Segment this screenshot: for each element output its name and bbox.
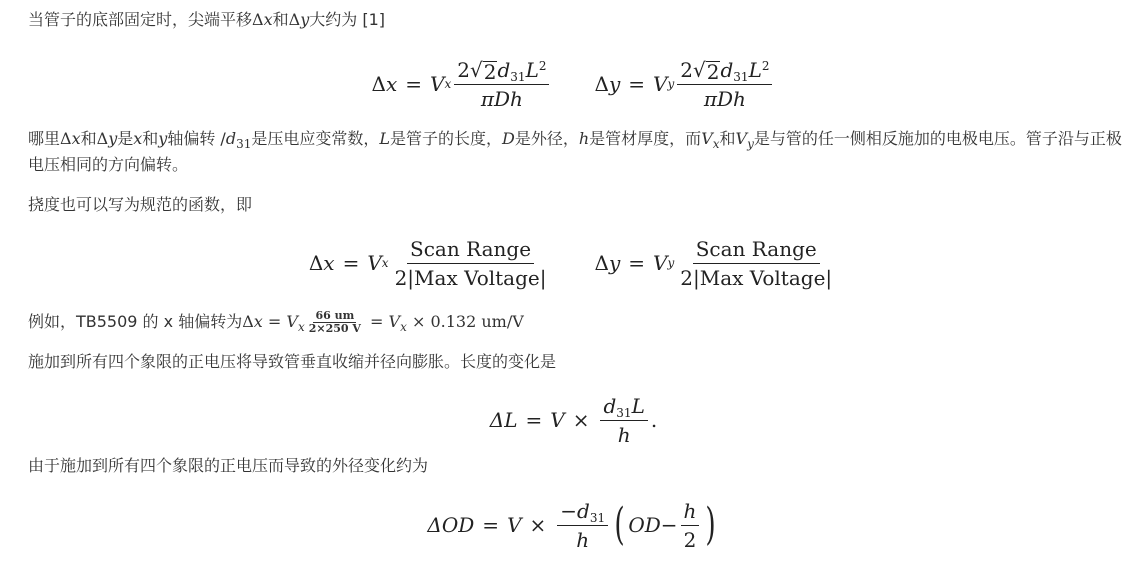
intro-text: 当管子的底部固定时，尖端平移 (28, 10, 253, 29)
fraction: 2 √ 2 $d_{31}L^2$ πDh (454, 58, 549, 111)
intro-paragraph: 当管子的底部固定时，尖端平移Δx和Δy大约为 [1] (28, 10, 385, 29)
delta-x-scan-equation: Δ x = V x $\frac{\text{Scan Range}}{\text{2|Max Voltage|}}$ (309, 237, 553, 290)
length-change-equation: ΔL = V × $\frac{d_{31}L}{h}$ . (489, 393, 658, 447)
fraction: $\frac{-d_{31}}{h}$ (557, 499, 608, 552)
normalized-paragraph: 挠度也可以写为规范的函数，即 (28, 195, 253, 214)
definitions-paragraph: 哪里Δx和Δy是x和y轴偏转 $/d_{31}$是压电应变常数，L是管子的长度，D是外径，h是管材厚度，而$V_x$和$V_y$是与管的任一侧相反施加的电极电压。管子沿与正极电压相同的方向偏转。 (28, 129, 1122, 174)
fraction: $\frac{d_{31}L}{h}$ (600, 394, 647, 447)
fraction: $\frac{\text{Scan Range}}{\text{2|Max Voltage|}}$ (680, 236, 833, 290)
fraction: $\frac{h}{2}$ (681, 499, 700, 552)
deflection-equation (0, 56, 1147, 112)
delta-x-equation: Δ x = V x 2 √ 2 $d_{31}L^2$ πDh (372, 58, 553, 111)
contraction-paragraph: 施加到所有四个象限的正电压将导致管垂直收缩并径向膨胀。长度的变化是 (28, 352, 557, 371)
fraction: $\frac{\text{Scan Range}}{\text{2|Max Voltage|}}$ (394, 236, 547, 290)
example-paragraph: 例如，TB5509 的 x 轴偏转为$\Delta x = V_x$ $\frac{66 um}{2\times 250 V}$ = $V_x \times 0.132$ um/V (28, 309, 524, 335)
scan-range-equation (0, 234, 1147, 292)
delta-y-scan-equation: Δ y = V y $\frac{\text{Scan Range}}{\text{2|Max Voltage|}}$ (594, 237, 838, 290)
inline-fraction: $\frac{66 um}{2\times 250 V}$ (308, 309, 361, 335)
fraction: 2 √ 2 $d_{31}L^2$ πDh (677, 58, 772, 111)
diameter-change-equation: ΔOD = V × $\frac{-d_{31}}{h}$ ( OD − $\frac{h}{2}$ ) (427, 498, 717, 552)
diameter-paragraph: 由于施加到所有四个象限的正电压而导致的外径变化约为 (28, 456, 429, 475)
delta-y-equation: Δ y = V y 2 √ 2 $d_{31}L^2$ πDh (594, 58, 775, 111)
